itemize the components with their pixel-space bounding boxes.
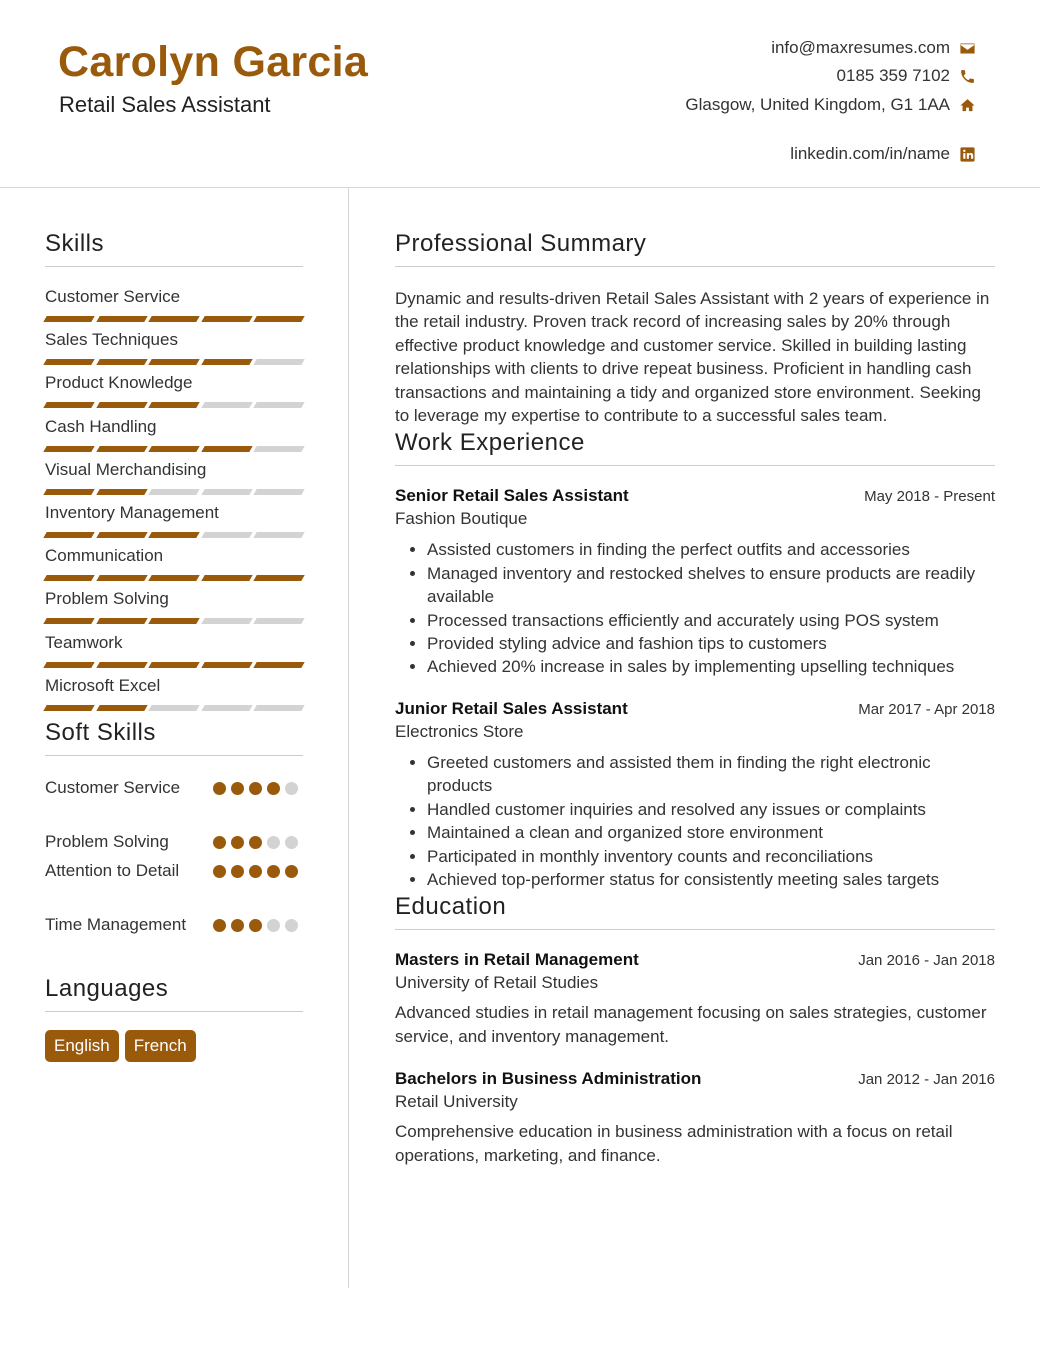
- contact-email-text: info@maxresumes.com: [771, 38, 950, 57]
- job-bullet: • Achieved 20% increase in sales by implementing upselling techniques: [427, 655, 995, 678]
- skill-name: Teamwork: [45, 632, 123, 652]
- job-title: Senior Retail Sales Assistant: [395, 486, 629, 506]
- skill-level-segment: [96, 618, 147, 624]
- skill-item: [45, 676, 303, 719]
- skill-item: [45, 633, 303, 676]
- rating-dot: [267, 865, 280, 878]
- job-bullets: [395, 751, 995, 891]
- skill-level-segment: [254, 402, 305, 408]
- job-header: [395, 486, 995, 506]
- skill-level-segment: [148, 402, 199, 408]
- rating-dot: [285, 865, 298, 878]
- skill-level-segment: [43, 446, 94, 452]
- soft-skill-item: [45, 859, 303, 913]
- job-entry: [395, 486, 995, 678]
- skill-level-segment: [96, 316, 147, 322]
- candidate-name: Carolyn Garcia: [58, 38, 369, 86]
- candidate-title: Retail Sales Assistant: [59, 92, 271, 117]
- resume-header: [0, 0, 1040, 188]
- skill-name: Problem Solving: [45, 589, 169, 609]
- skill-level-segment: [254, 662, 305, 668]
- skill-level-segment: [148, 359, 199, 365]
- job-bullet: • Processed transactions efficiently and accurately using POS system: [427, 609, 995, 632]
- skill-level-segment: [96, 489, 147, 495]
- skill-level-segment: [148, 662, 199, 668]
- job-bullet: • Assisted customers in finding the perfect outfits and accessories: [427, 538, 995, 561]
- skill-level-segment: [43, 532, 94, 538]
- summary-heading: Professional Summary: [395, 230, 995, 267]
- education-description: Comprehensive education in business administration with a focus on retail operations, marketing, and finance.: [395, 1122, 953, 1166]
- skill-level-bar: [45, 575, 303, 581]
- rating-dot: [267, 836, 280, 849]
- skill-level-segment: [201, 532, 252, 538]
- education-school: University of Retail Studies: [395, 973, 599, 993]
- rating-dot: [231, 836, 244, 849]
- skills-heading: Skills: [45, 230, 303, 267]
- skill-name: Cash Handling: [45, 416, 157, 436]
- job-dates: Mar 2017 - Apr 2018: [858, 700, 995, 718]
- education-school: Retail University: [395, 1092, 518, 1112]
- contact-address-text: Glasgow, United Kingdom, G1 1AA: [685, 95, 950, 114]
- skill-level-segment: [43, 662, 94, 668]
- soft-skill-name: Attention to Detail: [45, 860, 180, 880]
- phone-icon: [958, 67, 976, 85]
- languages-heading: Languages: [45, 975, 303, 1012]
- job-bullets: [395, 538, 995, 678]
- contact-phone[interactable]: [837, 66, 976, 86]
- education-degree: Bachelors in Business Administration: [395, 1069, 702, 1089]
- skill-item: [45, 546, 303, 589]
- education-degree: Masters in Retail Management: [395, 950, 639, 970]
- job-dates: May 2018 - Present: [864, 488, 995, 506]
- skill-level-segment: [96, 402, 147, 408]
- skill-item: [45, 417, 303, 460]
- skill-level-bar: [45, 489, 303, 495]
- contact-email[interactable]: [771, 38, 976, 58]
- skill-name: Product Knowledge: [45, 373, 193, 393]
- soft-skills-list: [45, 776, 303, 967]
- contact-linkedin[interactable]: [790, 144, 976, 164]
- skill-level-segment: [254, 446, 305, 452]
- skill-level-segment: [148, 618, 199, 624]
- skill-level-segment: [96, 705, 147, 711]
- education-heading: Education: [395, 893, 995, 930]
- linkedin-icon: [958, 145, 976, 163]
- skill-level-segment: [96, 662, 147, 668]
- skill-level-segment: [43, 402, 94, 408]
- rating-dot: [231, 919, 244, 932]
- skill-level-segment: [96, 359, 147, 365]
- job-bullet: • Handled customer inquiries and resolved any issues or complaints: [427, 798, 995, 821]
- skill-level-bar: [45, 618, 303, 624]
- skill-level-segment: [254, 705, 305, 711]
- job-bullet: • Participated in monthly inventory counts and reconciliations: [427, 845, 995, 868]
- skill-level-segment: [43, 618, 94, 624]
- skill-level-segment: [96, 532, 147, 538]
- job-company: Fashion Boutique: [395, 509, 528, 529]
- job-header: [395, 699, 995, 719]
- skill-item: [45, 373, 303, 416]
- skill-level-segment: [201, 446, 252, 452]
- soft-skill-rating: [213, 859, 303, 913]
- skill-level-segment: [254, 359, 305, 365]
- skill-item: [45, 589, 303, 632]
- rating-dot: [249, 865, 262, 878]
- skill-level-segment: [201, 575, 252, 581]
- skill-level-segment: [43, 316, 94, 322]
- skill-level-segment: [201, 662, 252, 668]
- skill-level-bar: [45, 402, 303, 408]
- soft-skill-name: Time Management: [45, 914, 187, 934]
- language-badge: English: [45, 1030, 119, 1062]
- education-header: [395, 1069, 995, 1089]
- language-badge: French: [125, 1030, 196, 1062]
- soft-skill-item: [45, 913, 303, 967]
- job-bullet: • Greeted customers and assisted them in finding the right electronic products: [427, 751, 995, 798]
- job-title: Junior Retail Sales Assistant: [395, 698, 628, 718]
- rating-dot: [213, 782, 226, 795]
- education-entry: [395, 950, 995, 1049]
- skill-level-segment: [254, 489, 305, 495]
- skill-item: [45, 460, 303, 503]
- skills-list: [45, 287, 303, 719]
- skill-level-segment: [201, 705, 252, 711]
- rating-dot: [249, 836, 262, 849]
- left-column: [45, 230, 303, 1062]
- skill-level-bar: [45, 532, 303, 538]
- job-bullet: • Provided styling advice and fashion tips to customers: [427, 632, 995, 655]
- job-bullet: • Managed inventory and restocked shelves to ensure products are readily available: [427, 562, 995, 609]
- skill-level-segment: [201, 316, 252, 322]
- skill-name: Microsoft Excel: [45, 675, 161, 695]
- soft-skill-rating: [213, 913, 303, 967]
- right-column: [395, 230, 995, 1168]
- soft-skill-name: Customer Service: [45, 777, 181, 797]
- skill-item: [45, 503, 303, 546]
- rating-dot: [249, 919, 262, 932]
- education-header: [395, 950, 995, 970]
- skill-name: Inventory Management: [45, 502, 219, 522]
- skill-name: Sales Techniques: [45, 330, 178, 350]
- skill-level-segment: [43, 705, 94, 711]
- rating-dot: [213, 919, 226, 932]
- rating-dot: [249, 782, 262, 795]
- skill-level-bar: [45, 316, 303, 322]
- rating-dot: [285, 919, 298, 932]
- skill-item: [45, 330, 303, 373]
- skill-level-segment: [148, 705, 199, 711]
- rating-dot: [285, 836, 298, 849]
- skill-level-bar: [45, 705, 303, 711]
- column-divider: [348, 188, 349, 1288]
- skill-level-segment: [254, 618, 305, 624]
- rating-dot: [267, 919, 280, 932]
- skill-level-segment: [148, 446, 199, 452]
- experience-heading: Work Experience: [395, 429, 995, 466]
- soft-skill-rating: [213, 776, 303, 830]
- skill-level-segment: [201, 402, 252, 408]
- education-dates: Jan 2016 - Jan 2018: [858, 952, 995, 970]
- job-bullet: • Achieved top-performer status for consistently meeting sales targets: [427, 868, 995, 891]
- skill-name: Visual Merchandising: [45, 459, 207, 479]
- skill-level-segment: [254, 316, 305, 322]
- skill-level-segment: [43, 489, 94, 495]
- experience-list: [395, 486, 995, 891]
- contact-linkedin-text: linkedin.com/in/name: [790, 144, 950, 163]
- rating-dot: [267, 782, 280, 795]
- skill-level-segment: [43, 575, 94, 581]
- rating-dot: [231, 865, 244, 878]
- soft-skills-heading: Soft Skills: [45, 719, 303, 756]
- education-list: [395, 950, 995, 1168]
- home-icon: [958, 96, 976, 114]
- soft-skill-name: Problem Solving: [45, 831, 169, 851]
- contact-address: [685, 95, 976, 115]
- soft-skill-rating: [213, 830, 303, 859]
- rating-dot: [213, 836, 226, 849]
- skill-level-segment: [148, 532, 199, 538]
- job-bullet: • Maintained a clean and organized store environment: [427, 821, 995, 844]
- skill-level-segment: [148, 575, 199, 581]
- rating-dot: [213, 865, 226, 878]
- soft-skill-item: [45, 830, 303, 859]
- envelope-icon: [958, 39, 976, 57]
- skill-level-bar: [45, 446, 303, 452]
- education-dates: Jan 2012 - Jan 2016: [858, 1071, 995, 1089]
- soft-skill-item: [45, 776, 303, 830]
- skill-name: Customer Service: [45, 287, 181, 306]
- skill-level-segment: [254, 532, 305, 538]
- job-entry: [395, 699, 995, 891]
- contact-phone-text: 0185 359 7102: [836, 66, 950, 85]
- skill-item: [45, 287, 303, 330]
- skill-level-segment: [43, 359, 94, 365]
- skill-name: Communication: [45, 546, 164, 566]
- rating-dot: [231, 782, 244, 795]
- education-description: Advanced studies in retail management focusing on sales strategies, customer service, and inventory management.: [395, 1003, 987, 1047]
- job-company: Electronics Store: [395, 721, 524, 741]
- skill-level-segment: [201, 359, 252, 365]
- skill-level-segment: [201, 618, 252, 624]
- skill-level-segment: [201, 489, 252, 495]
- summary-text: Dynamic and results-driven Retail Sales Assistant with 2 years of experience in the retail industry. Proven track record of increasing sales by 20% through effective product knowledge and customer service. Skilled in building lasting relationships with clients to drive repeat business. Proficient in handling cash transactions and maintaining a tidy and organized store environment. Seeking to leverage my expertise to contribute to a successful sales team.: [395, 289, 990, 426]
- languages-list: [45, 1030, 303, 1062]
- skill-level-segment: [254, 575, 305, 581]
- rating-dot: [285, 782, 298, 795]
- skill-level-segment: [148, 316, 199, 322]
- skill-level-segment: [96, 446, 147, 452]
- education-entry: [395, 1069, 995, 1168]
- skill-level-segment: [148, 489, 199, 495]
- skill-level-segment: [96, 575, 147, 581]
- skill-level-bar: [45, 359, 303, 365]
- skill-level-bar: [45, 662, 303, 668]
